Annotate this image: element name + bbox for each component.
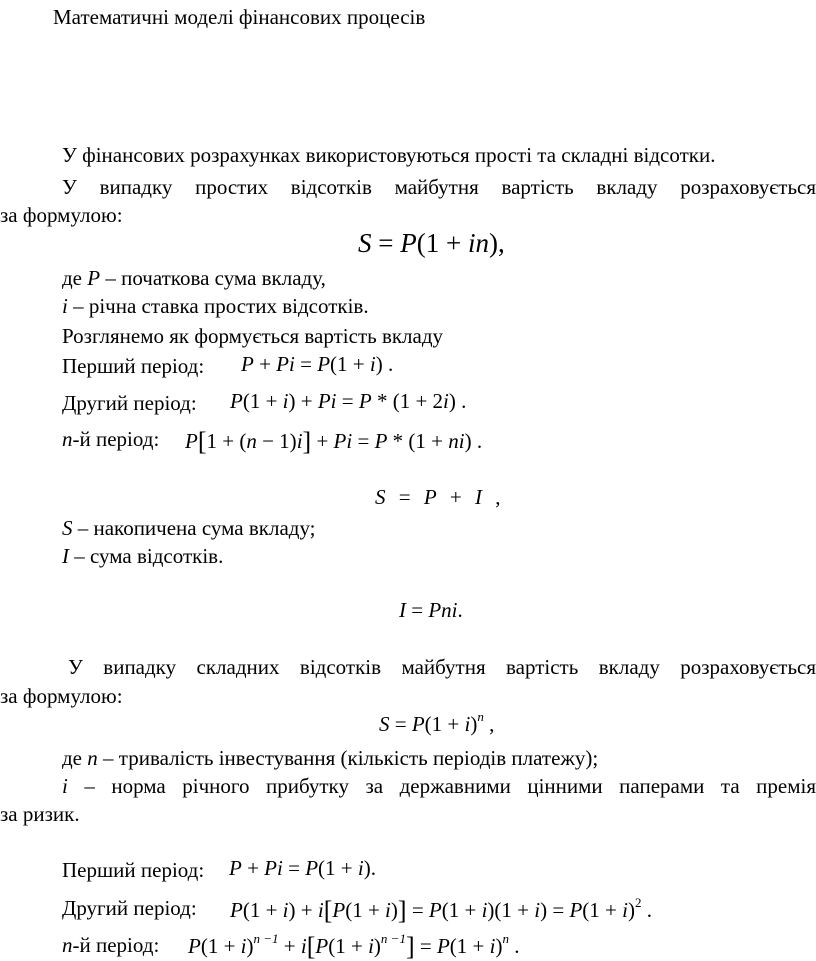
definition-p: де P – початкова сума вкладу, bbox=[62, 266, 326, 290]
second-period2-formula: $P(1 + i) + i[P(1 + i)] = P(1 + i)(1 + i) = P(1 + i)^2$ . bbox=[230, 895, 652, 925]
formula-interest: I = Pni. bbox=[399, 598, 463, 622]
formula-compound-interest: $S = P(1 + i)^n$ , bbox=[379, 709, 495, 736]
definition-i2-line2: за ризик. bbox=[0, 802, 80, 826]
definition-s: S – накопичена сума вкладу; bbox=[62, 516, 316, 540]
paragraph-simple-line2: за формулою: bbox=[0, 203, 123, 227]
paragraph-simple-line1: У випадку простих відсотків майбутня вартість вкладу розраховується bbox=[62, 175, 816, 199]
first-period2-formula: P + Pi = P(1 + i). bbox=[229, 856, 376, 880]
definition-interest: I – сума відсотків. bbox=[62, 544, 224, 568]
paragraph-compound-line2: за формулою: bbox=[0, 684, 123, 708]
nth-period-formula: P[1 + (n − 1)i] + Pi = P * (1 + ni) . bbox=[185, 427, 483, 456]
consider-text: Розглянемо як формується вартість вкладу bbox=[62, 324, 444, 348]
definition-i: i – річна ставка простих відсотків. bbox=[62, 294, 369, 318]
first-period-formula: P + Pi = P(1 + i) . bbox=[241, 352, 394, 376]
second-period-label: Другий період: bbox=[62, 391, 197, 415]
nth-period2-label: n-й період: bbox=[62, 933, 160, 957]
formula-simple-interest: S = P(1 + in), bbox=[358, 228, 505, 258]
formula-sum: S = P + I , bbox=[375, 485, 501, 509]
page-header: Математичні моделі фінансових процесів bbox=[53, 5, 426, 29]
second-period2-label: Другий період: bbox=[62, 896, 197, 920]
second-period-formula: P(1 + i) + Pi = P * (1 + 2i) . bbox=[230, 389, 467, 413]
first-period2-label: Перший період: bbox=[62, 858, 205, 882]
paragraph-compound-line1: У випадку складних відсотків майбутня вартість вкладу розраховується bbox=[68, 655, 816, 679]
paragraph-intro: У фінансових розрахунках використовуються прості та складні відсотки. bbox=[62, 143, 716, 167]
nth-period-label: n-й період: bbox=[62, 427, 160, 451]
first-period-label: Перший період: bbox=[62, 354, 205, 378]
nth-period2-formula: $P(1 + i)^{n -1} + i[P(1 + i)^{n -1}] = P(1 + i)^n$ . bbox=[188, 931, 520, 961]
definition-n: де n – тривалість інвестування (кількість періодів платежу); bbox=[62, 746, 599, 770]
definition-i2-line1: i – норма річного прибутку за державними цінними паперами та премія bbox=[62, 774, 816, 798]
